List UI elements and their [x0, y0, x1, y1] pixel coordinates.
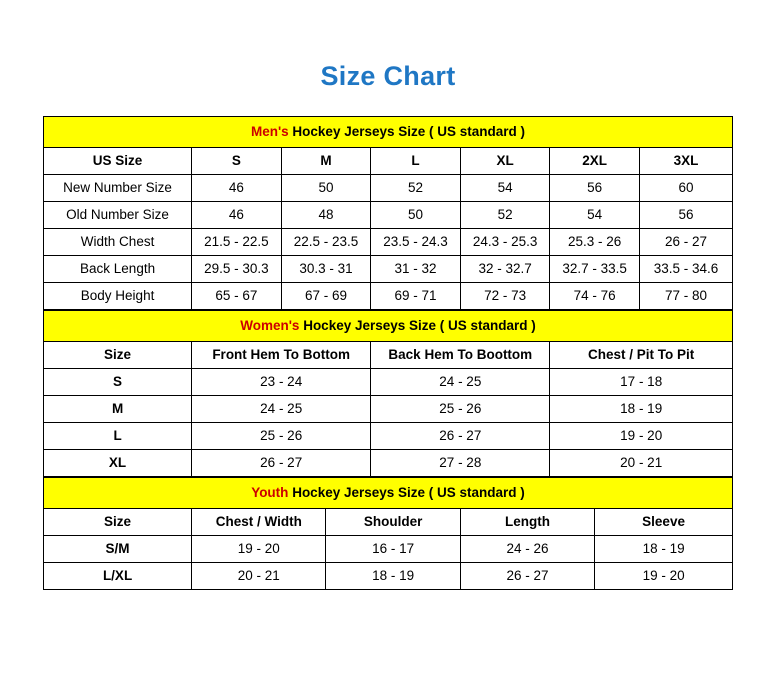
mens-cell: 69 - 71 — [371, 282, 461, 309]
table-row — [44, 562, 733, 589]
mens-cell: 46 — [192, 201, 282, 228]
youth-cell: 26 - 27 — [460, 562, 594, 589]
youth-banner-rest: Hockey Jerseys Size ( US standard ) — [288, 485, 525, 501]
table-row — [44, 535, 733, 562]
youth-cell: 18 - 19 — [595, 535, 733, 562]
mens-header-cell: 3XL — [639, 147, 732, 174]
mens-header-cell: S — [192, 147, 282, 174]
womens-cell: 26 - 27 — [371, 422, 550, 449]
womens-cell: 20 - 21 — [550, 449, 733, 476]
mens-row-label: Old Number Size — [44, 201, 192, 228]
youth-banner-accent: Youth — [251, 485, 289, 501]
mens-cell: 46 — [192, 174, 282, 201]
mens-cell: 65 - 67 — [192, 282, 282, 309]
table-row — [44, 395, 733, 422]
womens-row-label: M — [44, 395, 192, 422]
womens-banner-row — [44, 310, 733, 341]
mens-size-table — [43, 116, 733, 310]
youth-size-table — [43, 477, 733, 590]
youth-cell: 19 - 20 — [595, 562, 733, 589]
womens-size-table — [43, 310, 733, 477]
womens-cell: 24 - 25 — [192, 395, 371, 422]
mens-cell: 32 - 32.7 — [460, 255, 550, 282]
mens-cell: 56 — [639, 201, 732, 228]
mens-cell: 26 - 27 — [639, 228, 732, 255]
womens-cell: 24 - 25 — [371, 368, 550, 395]
youth-header-cell: Sleeve — [595, 508, 733, 535]
table-row — [44, 255, 733, 282]
mens-header-cell: 2XL — [550, 147, 640, 174]
youth-cell: 20 - 21 — [192, 562, 326, 589]
youth-banner — [44, 477, 733, 508]
mens-cell: 22.5 - 23.5 — [281, 228, 371, 255]
mens-cell: 52 — [371, 174, 461, 201]
mens-cell: 24.3 - 25.3 — [460, 228, 550, 255]
table-row — [44, 174, 733, 201]
mens-cell: 50 — [371, 201, 461, 228]
womens-cell: 27 - 28 — [371, 449, 550, 476]
mens-banner-rest: Hockey Jerseys Size ( US standard ) — [288, 124, 526, 140]
womens-cell: 23 - 24 — [192, 368, 371, 395]
mens-cell: 56 — [550, 174, 640, 201]
youth-cell: 16 - 17 — [326, 535, 460, 562]
table-row — [44, 201, 733, 228]
womens-row-label: S — [44, 368, 192, 395]
mens-cell: 23.5 - 24.3 — [371, 228, 461, 255]
womens-header-cell: Size — [44, 341, 192, 368]
mens-row-label: New Number Size — [44, 174, 192, 201]
mens-cell: 54 — [460, 174, 550, 201]
youth-cell: 24 - 26 — [460, 535, 594, 562]
mens-header-cell: US Size — [44, 147, 192, 174]
womens-cell: 19 - 20 — [550, 422, 733, 449]
youth-cell: 19 - 20 — [192, 535, 326, 562]
womens-banner-rest: Hockey Jerseys Size ( US standard ) — [299, 318, 536, 334]
mens-row-label: Width Chest — [44, 228, 192, 255]
youth-header-cell: Size — [44, 508, 192, 535]
table-row — [44, 422, 733, 449]
mens-cell: 72 - 73 — [460, 282, 550, 309]
youth-header-cell: Length — [460, 508, 594, 535]
mens-row-label: Back Length — [44, 255, 192, 282]
womens-cell: 26 - 27 — [192, 449, 371, 476]
mens-header-cell: XL — [460, 147, 550, 174]
table-header-row — [44, 341, 733, 368]
mens-cell: 60 — [639, 174, 732, 201]
table-row — [44, 449, 733, 476]
womens-header-cell: Front Hem To Bottom — [192, 341, 371, 368]
womens-cell: 25 - 26 — [192, 422, 371, 449]
mens-cell: 21.5 - 22.5 — [192, 228, 282, 255]
womens-row-label: L — [44, 422, 192, 449]
table-row — [44, 282, 733, 309]
table-row — [44, 228, 733, 255]
mens-cell: 29.5 - 30.3 — [192, 255, 282, 282]
youth-banner-row — [44, 477, 733, 508]
mens-cell: 74 - 76 — [550, 282, 640, 309]
womens-header-cell: Back Hem To Boottom — [371, 341, 550, 368]
mens-cell: 30.3 - 31 — [281, 255, 371, 282]
mens-banner-row — [44, 116, 733, 147]
mens-cell: 33.5 - 34.6 — [639, 255, 732, 282]
womens-cell: 18 - 19 — [550, 395, 733, 422]
size-tables — [43, 116, 733, 590]
table-row — [44, 368, 733, 395]
youth-row-label: S/M — [44, 535, 192, 562]
mens-cell: 31 - 32 — [371, 255, 461, 282]
youth-header-cell: Shoulder — [326, 508, 460, 535]
youth-header-cell: Chest / Width — [192, 508, 326, 535]
youth-cell: 18 - 19 — [326, 562, 460, 589]
mens-cell: 50 — [281, 174, 371, 201]
mens-header-cell: M — [281, 147, 371, 174]
womens-header-cell: Chest / Pit To Pit — [550, 341, 733, 368]
table-header-row — [44, 147, 733, 174]
mens-cell: 54 — [550, 201, 640, 228]
womens-banner — [44, 310, 733, 341]
mens-cell: 25.3 - 26 — [550, 228, 640, 255]
mens-header-cell: L — [371, 147, 461, 174]
page-title: Size Chart — [320, 61, 456, 91]
mens-cell: 77 - 80 — [639, 282, 732, 309]
mens-banner — [44, 116, 733, 147]
mens-cell: 67 - 69 — [281, 282, 371, 309]
youth-row-label: L/XL — [44, 562, 192, 589]
womens-cell: 25 - 26 — [371, 395, 550, 422]
womens-cell: 17 - 18 — [550, 368, 733, 395]
mens-banner-accent: Men's — [250, 124, 289, 140]
mens-cell: 48 — [281, 201, 371, 228]
table-header-row — [44, 508, 733, 535]
mens-cell: 52 — [460, 201, 550, 228]
mens-row-label: Body Height — [44, 282, 192, 309]
womens-row-label: XL — [44, 449, 192, 476]
womens-banner-accent: Women's — [240, 318, 300, 334]
mens-cell: 32.7 - 33.5 — [550, 255, 640, 282]
